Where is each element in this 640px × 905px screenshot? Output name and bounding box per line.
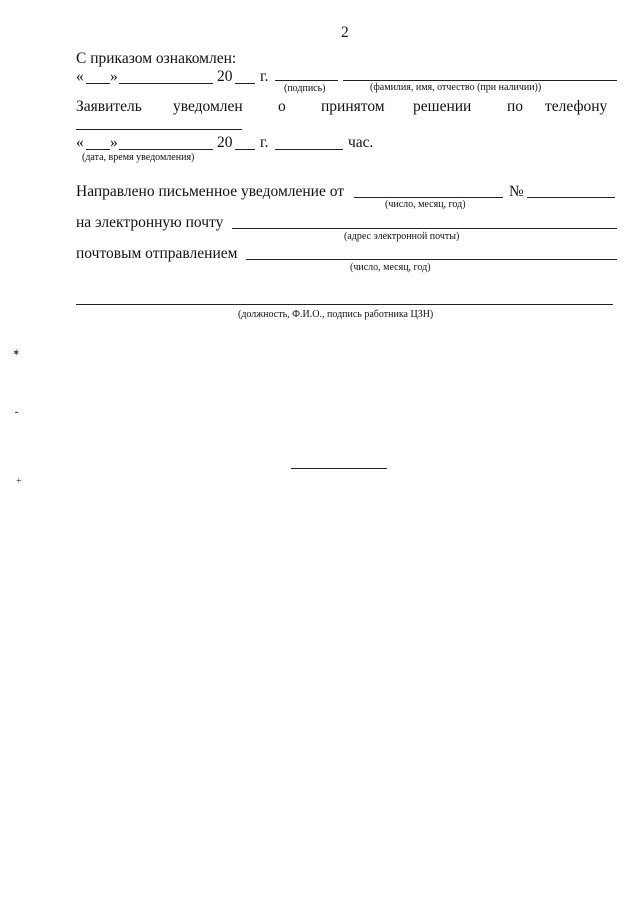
phone-word-4: принятом [321, 98, 385, 115]
scan-speck: + [16, 476, 22, 487]
phone-word-2: уведомлен [173, 98, 243, 115]
acquainted-day-field[interactable] [86, 83, 110, 84]
scan-speck: ⁃ [14, 408, 19, 419]
phone-word-5: решении [413, 98, 472, 115]
phone-word-7: телефону [545, 98, 608, 115]
number-sign: № [509, 183, 524, 200]
phone-number-field[interactable] [76, 129, 242, 130]
acquainted-quote-open: « [76, 68, 84, 85]
phone-quote-close: » [110, 134, 118, 151]
end-divider [291, 468, 387, 469]
phone-day-field[interactable] [86, 149, 110, 150]
acquainted-year-field[interactable] [235, 83, 255, 84]
acquainted-month-field[interactable] [119, 83, 213, 84]
post-date-field[interactable] [246, 259, 617, 260]
phone-month-field[interactable] [119, 149, 213, 150]
email-address-field[interactable] [232, 228, 617, 229]
phone-year-suffix: г. [260, 134, 269, 151]
caption-notice-date: (число, месяц, год) [385, 199, 466, 210]
phone-year-prefix: 20 [217, 134, 233, 151]
acquainted-year-suffix: г. [260, 68, 269, 85]
phone-time-field[interactable] [275, 149, 343, 150]
written-notice-label: Направлено письменное уведомление от [76, 183, 345, 200]
post-label: почтовым отправлением [76, 245, 238, 262]
phone-quote-open: « [76, 134, 84, 151]
page-number: 2 [341, 24, 349, 41]
phone-word-3: о [278, 98, 286, 115]
acquainted-signature-field[interactable] [275, 80, 338, 81]
scan-speck: ✶ [12, 348, 21, 359]
email-label: на электронную почту [76, 214, 224, 231]
written-notice-date-field[interactable] [354, 197, 503, 198]
acquainted-quote-close: » [110, 68, 118, 85]
acquainted-heading: С приказом ознакомлен: [76, 50, 237, 67]
phone-hour-label: час. [348, 134, 374, 151]
acquainted-name-field[interactable] [343, 80, 617, 81]
phone-year-field[interactable] [235, 149, 255, 150]
written-notice-number-field[interactable] [527, 197, 615, 198]
caption-email-address: (адрес электронной почты) [344, 231, 460, 242]
caption-official: (должность, Ф.И.О., подпись работника ЦЗН) [238, 309, 434, 320]
caption-notification-datetime: (дата, время уведомления) [82, 152, 195, 163]
phone-word-1: Заявитель [76, 98, 142, 115]
phone-word-6: по [507, 98, 524, 115]
caption-full-name: (фамилия, имя, отчество (при наличии)) [370, 82, 542, 93]
caption-signature: (подпись) [284, 83, 326, 94]
acquainted-year-prefix: 20 [217, 68, 233, 85]
official-signature-field[interactable] [76, 304, 613, 305]
caption-post-date: (число, месяц, год) [350, 262, 431, 273]
